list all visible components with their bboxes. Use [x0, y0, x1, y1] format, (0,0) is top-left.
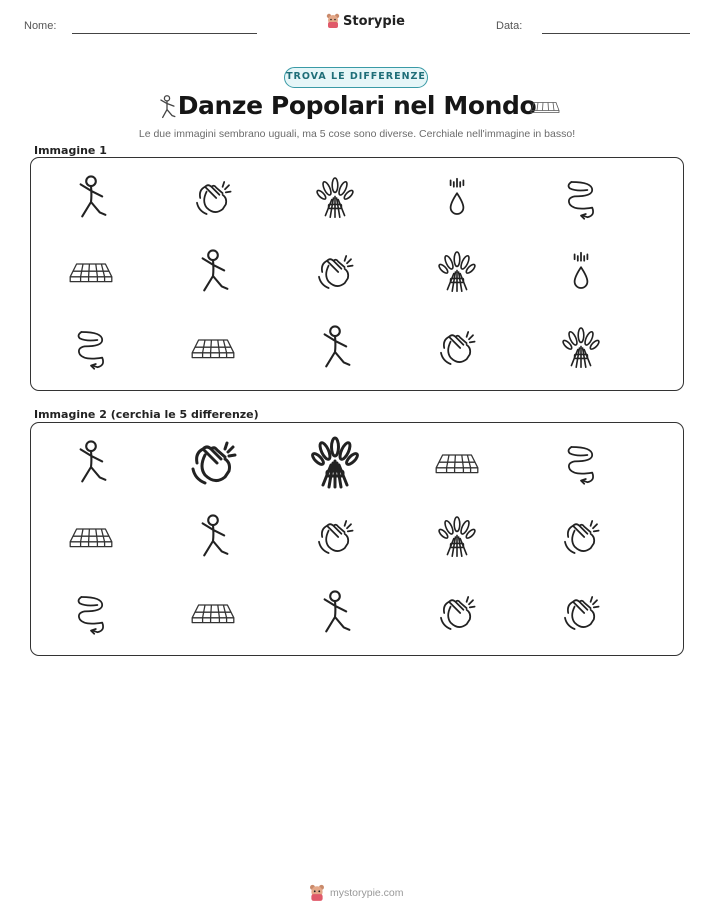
- image1-cell[interactable]: [61, 168, 121, 228]
- image1-cell[interactable]: [551, 168, 611, 228]
- image2-cell[interactable]: [183, 507, 243, 567]
- date-line[interactable]: [542, 33, 690, 34]
- clapping-hands-icon: [189, 174, 237, 222]
- wheat-sheaf-icon: [557, 324, 605, 372]
- ribbon-icon: [67, 324, 115, 372]
- clapping-hands-icon: [557, 589, 605, 637]
- water-drop-icon: [433, 174, 481, 222]
- image2-cell[interactable]: [183, 583, 243, 643]
- image1-cell[interactable]: [551, 242, 611, 302]
- image2-cell[interactable]: [61, 433, 121, 493]
- image2-label: Immagine 2 (cerchia le 5 differenze): [34, 408, 259, 421]
- image1-cell[interactable]: [305, 242, 365, 302]
- wheat-sheaf-icon: [311, 174, 359, 222]
- ribbon-icon: [557, 439, 605, 487]
- wooden-floor-icon: [67, 513, 115, 561]
- water-drop-icon: [557, 248, 605, 296]
- clapping-hands-icon: [311, 248, 359, 296]
- dancer-icon: [189, 513, 237, 561]
- instructions: Le due immagini sembrano uguali, ma 5 cose sono diverse. Cerchiale nell'immagine in basso!: [138, 128, 576, 140]
- ribbon-icon: [67, 589, 115, 637]
- clapping-hands-icon: [433, 324, 481, 372]
- image1-cell[interactable]: [427, 168, 487, 228]
- image1-cell[interactable]: [427, 242, 487, 302]
- image2-cell[interactable]: [551, 433, 611, 493]
- image1-panel: [30, 157, 684, 391]
- image2-cell[interactable]: [305, 433, 365, 493]
- clapping-hands-icon: [433, 589, 481, 637]
- name-line[interactable]: [72, 33, 257, 34]
- clapping-hands-icon: [183, 431, 243, 495]
- image1-label: Immagine 1: [34, 144, 107, 157]
- wooden-floor-icon: [189, 589, 237, 637]
- brand-name: Storypie: [343, 13, 405, 29]
- image2-cell[interactable]: [61, 507, 121, 567]
- footer: [309, 884, 404, 902]
- image2-cell[interactable]: [427, 433, 487, 493]
- wooden-floor-deco-icon: [530, 99, 560, 115]
- dancer-icon: [311, 324, 359, 372]
- clapping-hands-icon: [311, 513, 359, 561]
- activity-badge: TROVA LE DIFFERENZE: [284, 67, 428, 88]
- image1-cell[interactable]: [305, 168, 365, 228]
- footer-site: mystorypie.com: [330, 887, 404, 899]
- image2-cell[interactable]: [183, 433, 243, 493]
- image2-cell[interactable]: [427, 507, 487, 567]
- clapping-hands-icon: [557, 513, 605, 561]
- image1-cell[interactable]: [61, 318, 121, 378]
- image1-cell[interactable]: [183, 168, 243, 228]
- image2-cell[interactable]: [305, 583, 365, 643]
- image1-cell[interactable]: [551, 318, 611, 378]
- image2-panel[interactable]: [30, 422, 684, 656]
- wooden-floor-icon: [67, 248, 115, 296]
- bear-logo-icon: [326, 13, 340, 29]
- wheat-sheaf-icon: [433, 513, 481, 561]
- image1-cell[interactable]: [183, 318, 243, 378]
- image2-cell[interactable]: [551, 583, 611, 643]
- date-label: Data:: [496, 20, 523, 32]
- wheat-sheaf-icon: [305, 431, 365, 495]
- page-title: Danze Popolari nel Mondo: [177, 91, 537, 120]
- image1-grid: [31, 158, 683, 390]
- image2-cell[interactable]: [61, 583, 121, 643]
- dancer-icon: [67, 439, 115, 487]
- dancer-icon: [189, 248, 237, 296]
- image2-cell[interactable]: [427, 583, 487, 643]
- name-label: Nome:: [24, 20, 57, 32]
- bear-footer-icon: [309, 884, 325, 902]
- image1-cell[interactable]: [183, 242, 243, 302]
- image2-cell[interactable]: [305, 507, 365, 567]
- ribbon-icon: [557, 174, 605, 222]
- image1-cell[interactable]: [305, 318, 365, 378]
- image2-grid: [31, 423, 683, 655]
- image1-cell[interactable]: [427, 318, 487, 378]
- image2-cell[interactable]: [551, 507, 611, 567]
- wooden-floor-icon: [433, 439, 481, 487]
- image1-cell[interactable]: [61, 242, 121, 302]
- wooden-floor-icon: [189, 324, 237, 372]
- dancer-icon: [67, 174, 115, 222]
- wheat-sheaf-icon: [433, 248, 481, 296]
- dancer-icon: [311, 589, 359, 637]
- storypie-logo: [326, 13, 405, 29]
